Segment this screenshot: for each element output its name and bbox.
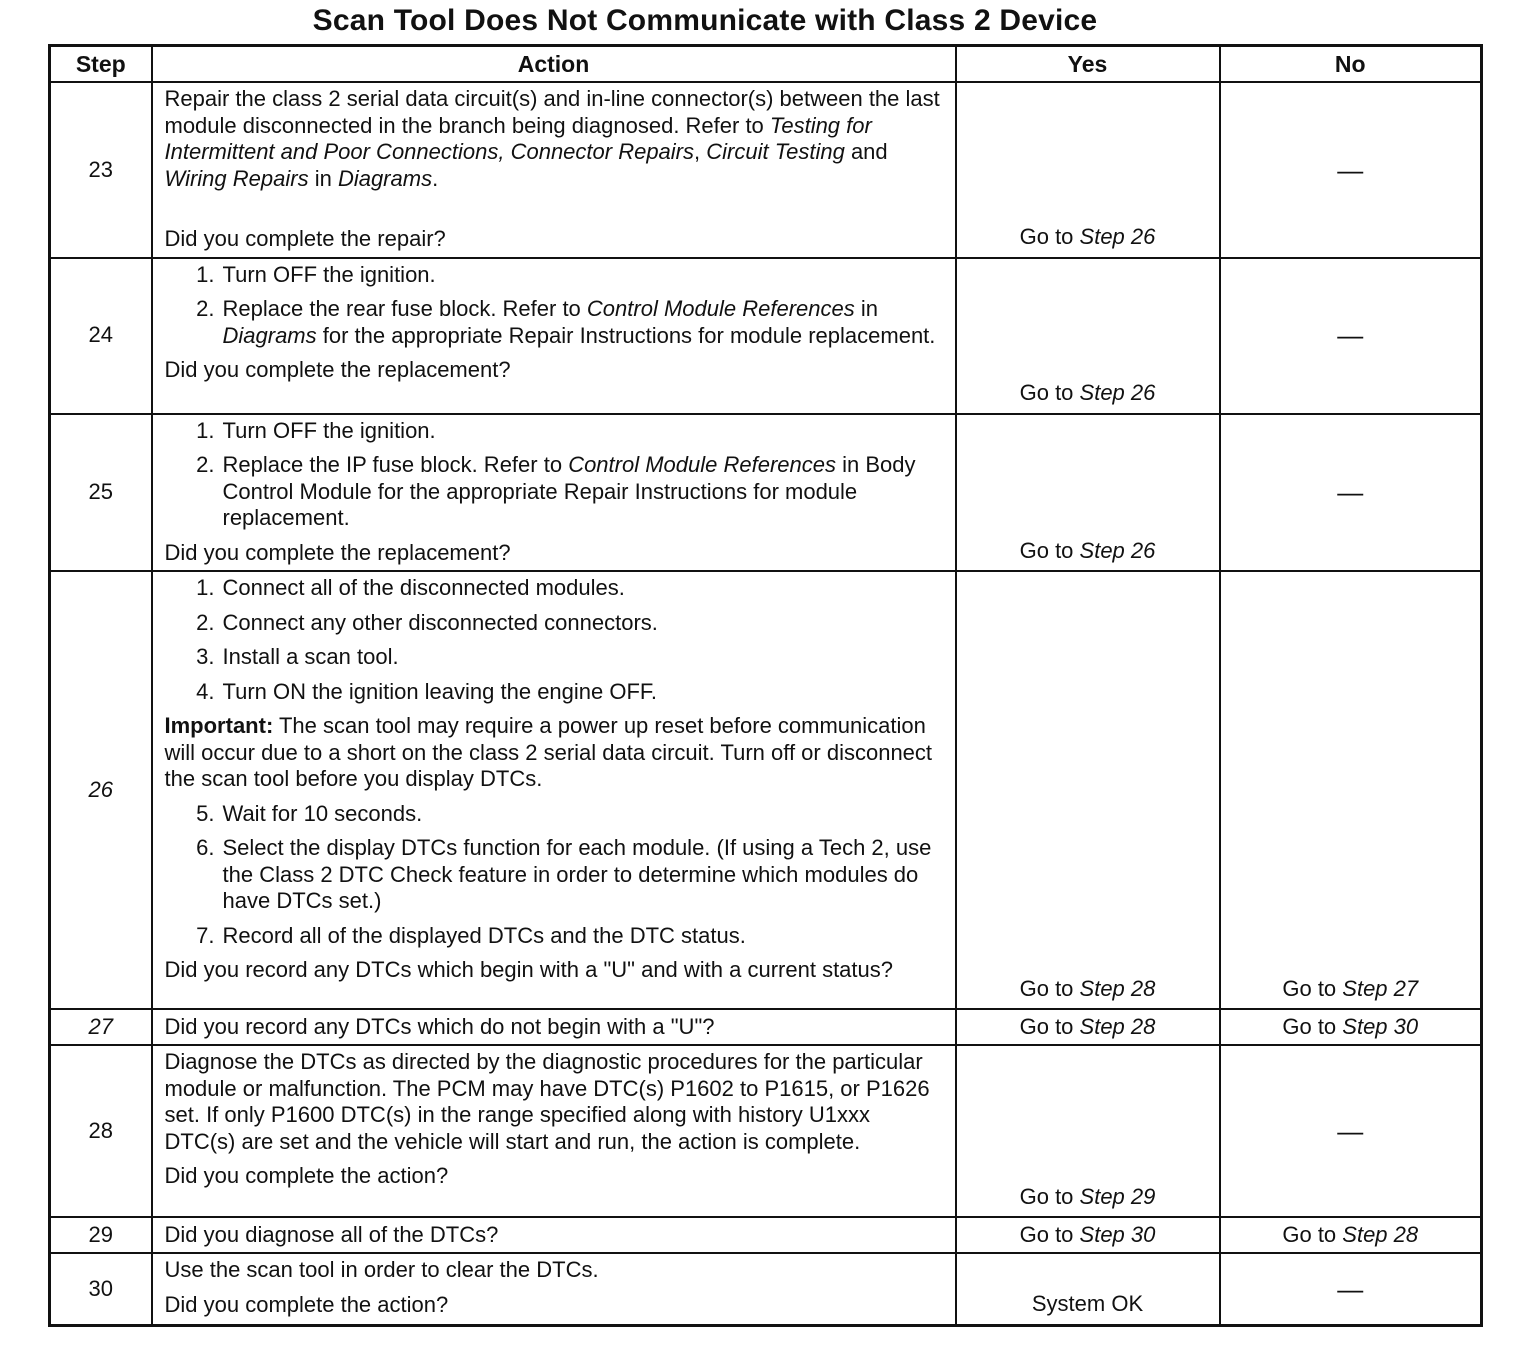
table-row xyxy=(50,1045,1482,1217)
question: Did you complete the replacement? xyxy=(164,357,511,382)
action-cell xyxy=(152,1253,956,1325)
list-item: 7. Record all of the displayed DTCs and the DTC status. xyxy=(196,922,746,948)
step-number: 25 xyxy=(50,414,152,572)
action-text: Repair the class 2 serial data circuit(s) and in-line connector(s) between the last module disconnected in the branch being diagnosed. Refer to Testing for Intermittent and Poor Connections, Connector Repairs, Circuit Testing and Wiring Repairs in Diagrams. xyxy=(164,86,940,191)
header-yes: Yes xyxy=(956,46,1220,83)
action-cell xyxy=(152,571,956,1009)
action-cell xyxy=(152,414,956,572)
table-row xyxy=(50,1217,1482,1253)
table-row xyxy=(50,571,1482,1009)
table-header-row xyxy=(50,46,1482,83)
step-number: 30 xyxy=(50,1253,152,1325)
step-number: 26 xyxy=(50,571,152,1009)
table-row xyxy=(50,1009,1482,1045)
question: Did you complete the repair? xyxy=(164,226,446,251)
header-step: Step xyxy=(50,46,152,83)
action-cell xyxy=(152,82,956,258)
action-cell xyxy=(152,1217,956,1253)
question: Did you record any DTCs which do not begin with a "U"? xyxy=(164,1013,715,1039)
action-text: Use the scan tool in order to clear the DTCs. xyxy=(164,1257,599,1282)
question: Did you complete the action? xyxy=(164,1291,449,1317)
step-list xyxy=(165,575,945,705)
no-cell: — xyxy=(1220,414,1482,572)
no-cell: Go to Step 30 xyxy=(1220,1009,1482,1045)
yes-cell: Go to Step 26 xyxy=(956,414,1220,572)
yes-cell: Go to Step 30 xyxy=(956,1217,1220,1253)
no-cell: Go to Step 27 xyxy=(1220,571,1482,1009)
no-cell: — xyxy=(1220,1045,1482,1217)
header-action: Action xyxy=(152,46,956,83)
header-no: No xyxy=(1220,46,1482,83)
yes-cell: Go to Step 26 xyxy=(956,258,1220,414)
question: Did you complete the action? xyxy=(164,1163,449,1188)
step-list xyxy=(165,262,945,350)
list-item: 5. Wait for 10 seconds. xyxy=(196,800,423,826)
step-list xyxy=(165,418,945,532)
action-cell xyxy=(152,1045,956,1217)
yes-cell: Go to Step 28 xyxy=(956,1009,1220,1045)
yes-cell: System OK xyxy=(956,1253,1220,1325)
no-cell: — xyxy=(1220,258,1482,414)
step-number: 23 xyxy=(50,82,152,258)
list-item: 1. Connect all of the disconnected modules. xyxy=(196,575,625,600)
table-row xyxy=(50,414,1482,572)
question: Did you diagnose all of the DTCs? xyxy=(164,1221,499,1247)
no-cell: Go to Step 28 xyxy=(1220,1217,1482,1253)
step-number: 27 xyxy=(50,1009,152,1045)
list-item: 3. Install a scan tool. xyxy=(196,644,399,669)
table-row xyxy=(50,258,1482,414)
no-cell: — xyxy=(1220,1253,1482,1325)
important-note: Important: The scan tool may require a power up reset before communication will occur due to a short on the class 2 serial data circuit. Turn off or disconnect the scan tool before you display DTCs. xyxy=(164,713,933,791)
list-item: 2. Replace the IP fuse block. Refer to Control Module References in Body Control Module for the appropriate Repair Instructions for module replacement. xyxy=(196,452,916,530)
question: Did you record any DTCs which begin with a "U" and with a current status? xyxy=(164,957,894,982)
list-item: 2. Connect any other disconnected connectors. xyxy=(196,609,658,635)
diagnostic-table xyxy=(48,44,1483,1327)
action-cell xyxy=(152,258,956,414)
yes-cell: Go to Step 26 xyxy=(956,82,1220,258)
list-item: 1. Turn OFF the ignition. xyxy=(196,261,436,287)
list-item: 2. Replace the rear fuse block. Refer to Control Module References in Diagrams for the appropriate Repair Instructions for module replacement. xyxy=(196,296,936,348)
yes-cell: Go to Step 29 xyxy=(956,1045,1220,1217)
list-item: 4. Turn ON the ignition leaving the engine OFF. xyxy=(196,678,658,704)
question: Did you complete the replacement? xyxy=(164,539,511,565)
list-item: 1. Turn OFF the ignition. xyxy=(196,417,436,443)
action-cell xyxy=(152,1009,956,1045)
list-item: 6. Select the display DTCs function for each module. (If using a Tech 2, use the Class 2 DTC Check feature in order to determine which modules do have DTCs set.) xyxy=(196,835,932,913)
step-number: 24 xyxy=(50,258,152,414)
yes-cell: Go to Step 28 xyxy=(956,571,1220,1009)
no-cell: — xyxy=(1220,82,1482,258)
page-title: Scan Tool Does Not Communicate with Class 2 Device xyxy=(312,4,1098,37)
step-list xyxy=(165,801,945,950)
step-number: 29 xyxy=(50,1217,152,1253)
table-row xyxy=(50,82,1482,258)
table-row xyxy=(50,1253,1482,1325)
action-text: Diagnose the DTCs as directed by the diagnostic procedures for the particular module or malfunction. The PCM may have DTC(s) P1602 to P1615, or P1626 set. If only P1600 DTC(s) in the range specified along with history U1xxx DTC(s) are set and the vehicle will start and run, the action is complete. xyxy=(164,1049,930,1154)
step-number: 28 xyxy=(50,1045,152,1217)
